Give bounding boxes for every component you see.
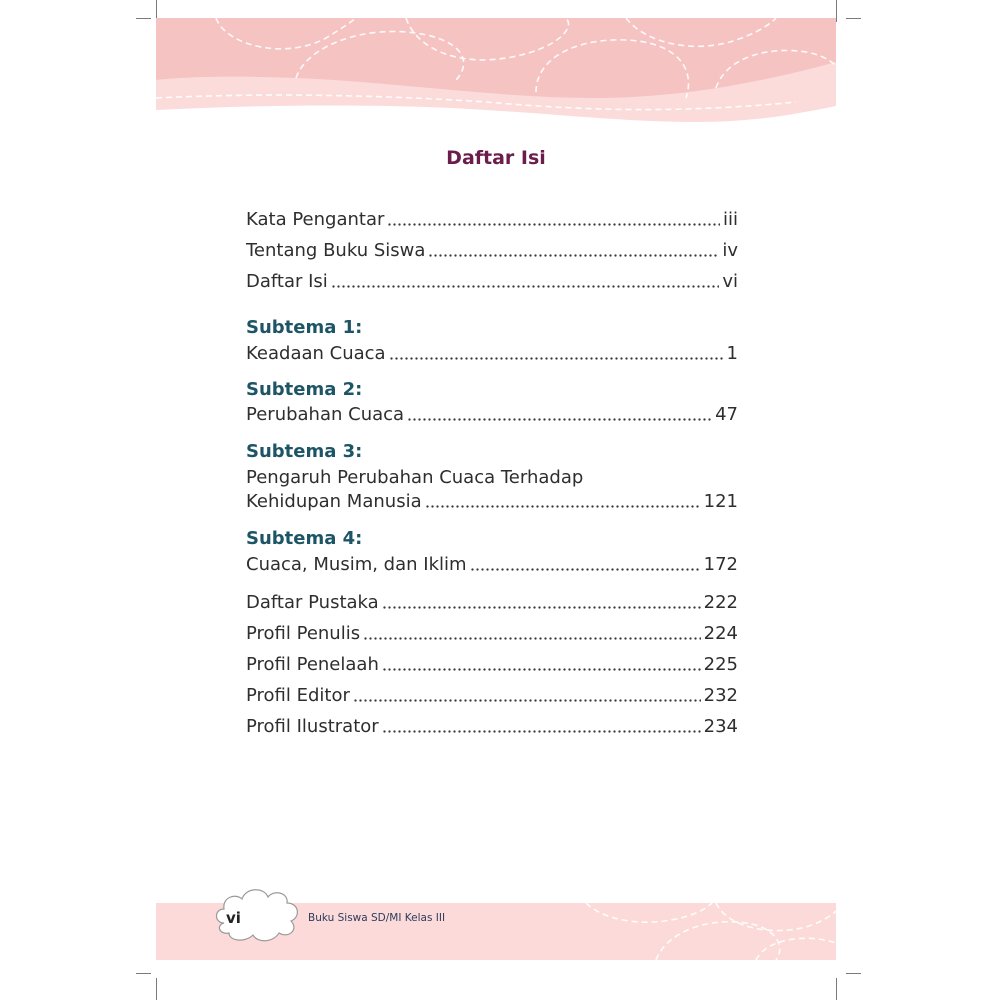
toc-entry-label: Profil Penulis — [246, 623, 361, 644]
toc-entry-page: 121 — [703, 491, 738, 512]
toc-entry-subtheme-1 — [246, 342, 738, 366]
toc-entry-page: 234 — [703, 716, 738, 737]
subtheme-heading: Subtema 2: — [246, 379, 363, 400]
toc-entry-page: 1 — [726, 343, 738, 364]
toc-entry-page: 232 — [703, 685, 738, 706]
crop-mark-bottom-left-horizontal — [136, 973, 151, 974]
dot-leader — [331, 270, 720, 294]
dot-leader — [407, 403, 712, 427]
crop-mark-bottom-left-vertical — [156, 978, 157, 1000]
toc-entry-label: Perubahan Cuaca — [246, 404, 405, 425]
footer-book-title: Buku Siswa SD/MI Kelas III — [308, 912, 446, 924]
crop-mark-bottom-right-horizontal — [846, 973, 861, 974]
dot-leader — [470, 553, 701, 577]
toc-entry-page: 47 — [715, 404, 738, 425]
subtheme-heading: Subtema 4: — [246, 528, 363, 549]
toc-entry-profil-penulis — [246, 622, 738, 646]
toc-entry-page: iv — [722, 240, 738, 261]
subtheme-heading: Subtema 3: — [246, 441, 363, 462]
crop-mark-bottom-right-vertical — [836, 978, 837, 1000]
toc-entry-page: 224 — [703, 623, 738, 644]
toc-entry-daftar-isi — [246, 270, 738, 294]
crop-mark-top-right-vertical — [836, 0, 837, 22]
crop-mark-top-right-horizontal — [846, 18, 861, 19]
dot-leader — [382, 653, 701, 677]
dot-leader — [387, 208, 720, 232]
toc-entry-page: 172 — [703, 554, 738, 575]
dot-leader — [382, 715, 701, 739]
dot-leader — [382, 591, 701, 615]
toc-entry-label: Profil Editor — [246, 685, 350, 706]
toc-entry-page: iii — [722, 209, 738, 230]
crop-mark-top-left-horizontal — [136, 18, 151, 19]
toc-entry-label: Keadaan Cuaca — [246, 343, 386, 364]
toc-entry-subtheme-3-line-1 — [246, 466, 738, 490]
toc-entry-label: Pengaruh Perubahan Cuaca Terhadap — [246, 467, 584, 488]
toc-entry-label: Daftar Isi — [246, 271, 328, 292]
toc-entry-profil-ilustrator — [246, 715, 738, 739]
toc-entry-subtheme-3 — [246, 490, 738, 514]
table-of-contents — [246, 0, 738, 760]
toc-entry-label: Daftar Pustaka — [246, 592, 379, 613]
toc-entry-label: Profil Penelaah — [246, 654, 379, 675]
dot-leader — [428, 239, 719, 263]
dot-leader — [353, 684, 701, 708]
toc-entry-label: Kata Pengantar — [246, 209, 385, 230]
toc-entry-daftar-pustaka — [246, 591, 738, 615]
toc-entry-label: Cuaca, Musim, dan Iklim — [246, 554, 467, 575]
dot-leader — [389, 342, 724, 366]
dot-leader — [425, 490, 701, 514]
toc-entry-profil-penelaah — [246, 653, 738, 677]
dot-leader — [363, 622, 701, 646]
toc-entry-page: vi — [722, 271, 738, 292]
toc-entry-tentang-buku-siswa — [246, 239, 738, 263]
toc-entry-label: Kehidupan Manusia — [246, 491, 422, 512]
toc-entry-profil-editor — [246, 684, 738, 708]
toc-entry-page: 222 — [703, 592, 738, 613]
page-title: Daftar Isi — [446, 147, 546, 169]
toc-entry-subtheme-4 — [246, 553, 738, 577]
toc-entry-page: 225 — [703, 654, 738, 675]
toc-entry-label: Profil Ilustrator — [246, 716, 379, 737]
toc-entry-subtheme-2 — [246, 403, 738, 427]
page-number: vi — [226, 909, 241, 927]
subtheme-heading: Subtema 1: — [246, 317, 363, 338]
toc-entry-kata-pengantar — [246, 208, 738, 232]
toc-entry-label: Tentang Buku Siswa — [246, 240, 426, 261]
